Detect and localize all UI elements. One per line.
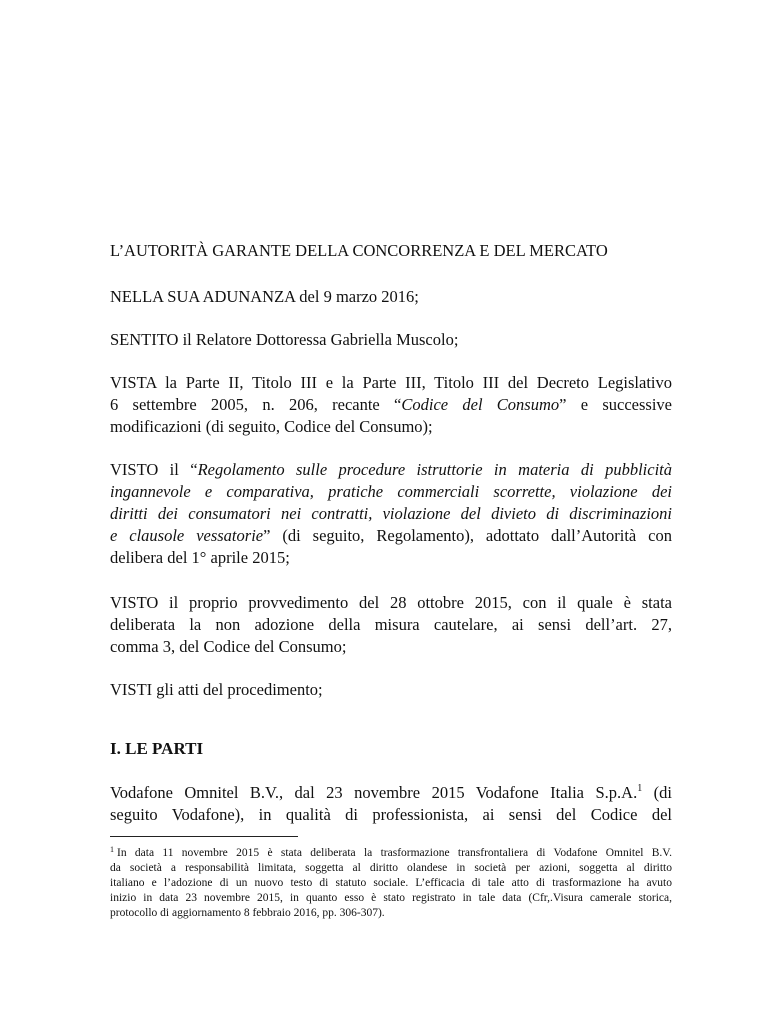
- visto-prov-line-1: VISTO il proprio provvedimento del 28 ottobre 2015, con il quale è stata: [110, 593, 672, 612]
- footnote-line-1: $^1$ In data 11 novembre 2015 è stata deliberata la trasformazione transfrontaliera di Vodafone Omnitel B.V.: [110, 845, 672, 859]
- visto-prov-line-2: deliberata la non adozione della misura cautelare, ai sensi dell’art. 27,: [110, 615, 672, 634]
- footnote-line-5: protocollo di aggiornamento 8 febbraio 2016, pp. 306-307).: [110, 907, 385, 919]
- footnote-reference[interactable]: 1: [637, 782, 643, 794]
- section-heading: I. LE PARTI: [110, 739, 204, 758]
- footnote-line-3: italiano e l’adozione di un nuovo testo di statuto sociale. L’efficacia di tale atto di trasformazione ha avuto: [110, 877, 672, 889]
- visto-reg-line-1: VISTO il “Regolamento sulle procedure istruttorie in materia di pubblicità: [110, 460, 672, 479]
- footnote: [110, 846, 672, 921]
- visto-reg-line-2: ingannevole e comparativa, pratiche commerciali scorrette, violazione dei: [110, 482, 672, 501]
- footnote-divider: [110, 836, 298, 837]
- parti-paragraph: [110, 782, 672, 826]
- parti-line-1: Vodafone Omnitel B.V., dal 23 novembre 2015 Vodafone Italia S.p.A.$^1$ (di: [110, 782, 672, 802]
- visto-provvedimento-paragraph: [110, 592, 672, 658]
- parti-line-2: seguito Vodafone), in qualità di professionista, ai sensi del Codice del: [110, 805, 672, 824]
- visto-reg-line-3: diritti dei consumatori nei contratti, violazione del divieto di discriminazioni: [110, 504, 672, 523]
- vista-line-1: VISTA la Parte II, Titolo III e la Parte III, Titolo III del Decreto Legislativo: [110, 373, 672, 392]
- authority-title: L’AUTORITÀ GARANTE DELLA CONCORRENZA E DEL MERCATO: [110, 241, 608, 260]
- vista-line-3: modificazioni (di seguito, Codice del Consumo);: [110, 417, 433, 436]
- footnote-number: 1: [110, 845, 114, 854]
- visto-prov-line-3: comma 3, del Codice del Consumo;: [110, 637, 347, 656]
- vista-line-2: 6 settembre 2005, n. 206, recante “Codice del Consumo” e successive: [110, 395, 672, 414]
- visto-reg-line-4: e clausole vessatorie” (di seguito, Regolamento), adottato dall’Autorità con: [110, 526, 672, 545]
- meeting-line: NELLA SUA ADUNANZA del 9 marzo 2016;: [110, 287, 419, 306]
- footnote-line-2: da società a responsabilità limitata, soggetta al diritto olandese in società per azioni, soggetta al diritto: [110, 862, 672, 874]
- rapporteur-line: SENTITO il Relatore Dottoressa Gabriella Muscolo;: [110, 330, 459, 349]
- footnote-line-4: inizio in data 23 novembre 2015, in quanto esso è stato registrato in tale data (Cfr,.Visura camerale storica,: [110, 892, 672, 904]
- visto-regolamento-paragraph: [110, 459, 672, 569]
- visto-reg-line-5: delibera del 1° aprile 2015;: [110, 548, 290, 567]
- vista-paragraph: [110, 372, 672, 438]
- visti-line: VISTI gli atti del procedimento;: [110, 680, 323, 699]
